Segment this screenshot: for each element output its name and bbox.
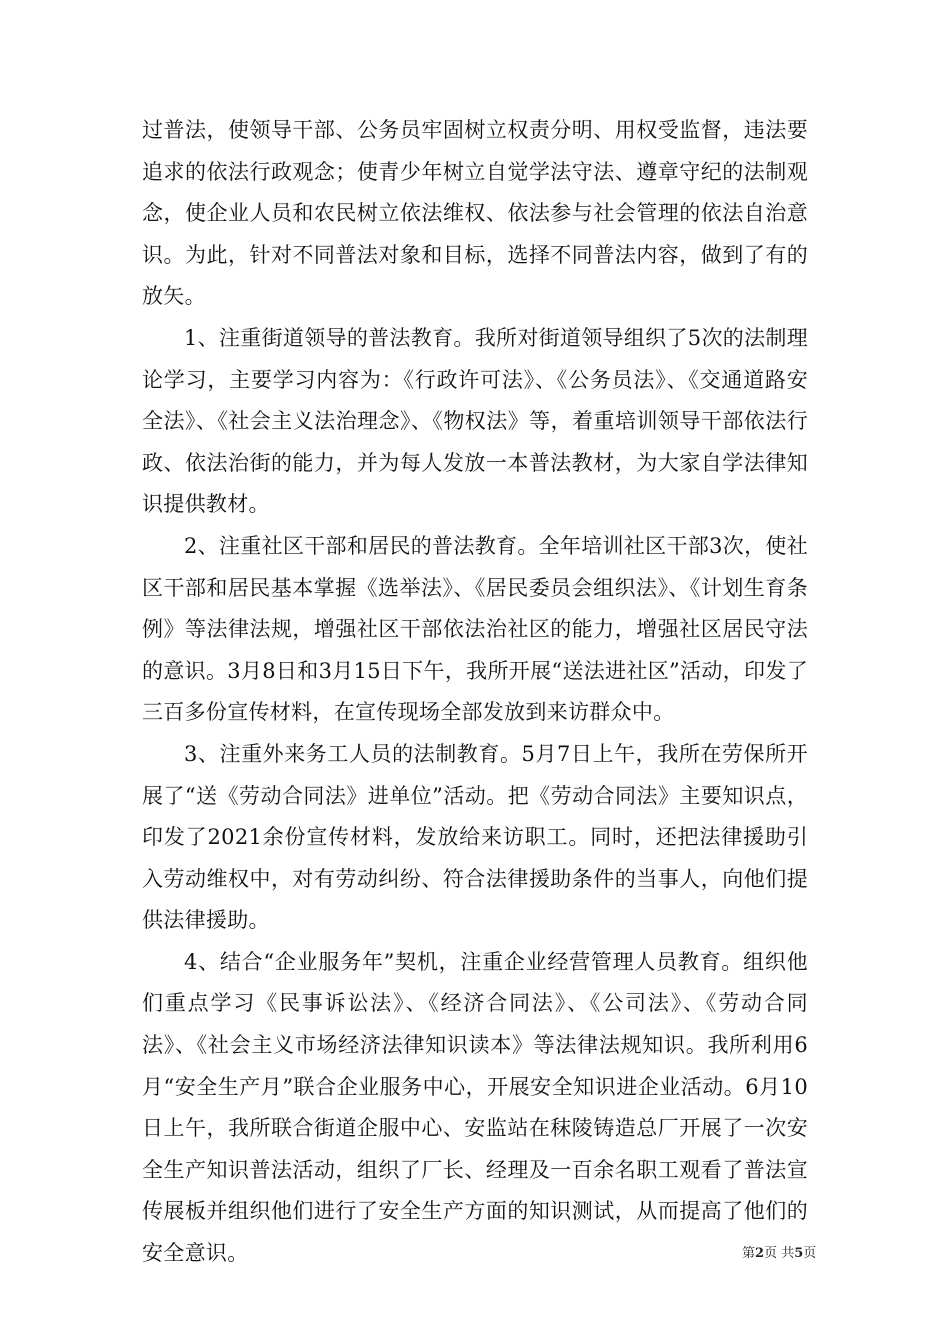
current-page-number: 2 xyxy=(755,1246,765,1261)
document-body xyxy=(142,110,808,1275)
paragraph-community-residents: 2、注重社区干部和居民的普法教育。全年培训社区干部3次，使社区干部和居民基本掌握《选举法》、《居民委员会组织法》、《计划生育条例》等法律法规，增强社区干部依法治社区的能力，增强社区居民守法的意识。3月8日和3月15日下午，我所开展“送法进社区”活动，印发了三百多份宣传材料，在宣传现场全部发放到来访群众中。 xyxy=(142,533,808,725)
paragraph-migrant-workers: 3、注重外来务工人员的法制教育。5月7日上午，我所在劳保所开展了“送《劳动合同法》进单位”活动。把《劳动合同法》主要知识点，印发了2021余份宣传材料，发放给来访职工。同时，还把法律援助引入劳动维权中，对有劳动纠纷、符合法律援助条件的当事人，向他们提供法律援助。 xyxy=(142,741,808,933)
footer-suffix: 页 xyxy=(803,1246,817,1261)
page-number-footer xyxy=(742,1244,817,1264)
total-page-number: 5 xyxy=(794,1246,804,1261)
paragraph-enterprise-managers: 4、结合“企业服务年”契机，注重企业经营管理人员教育。组织他们重点学习《民事诉讼法》、《经济合同法》、《公司法》、《劳动合同法》、《社会主义市场经济法律知识读本》等法律法规知识。我所利用6月“安全生产月”联合企业服务中心，开展安全知识进企业活动。6月10日上午，我所联合街道企服中心、安监站在秣陵铸造总厂开展了一次安全生产知识普法活动，组织了厂长、经理及一百余名职工观看了普法宣传展板并组织他们进行了安全生产方面的知识测试，从而提高了他们的安全意识。 xyxy=(142,949,808,1266)
footer-prefix: 第 xyxy=(742,1246,756,1261)
footer-middle: 页 共 xyxy=(764,1246,795,1261)
paragraph-street-leaders: 1、注重街道领导的普法教育。我所对街道领导组织了5次的法制理论学习，主要学习内容为：《行政许可法》、《公务员法》、《交通道路安全法》、《社会主义法治理念》、《物权法》等，着重培训领导干部依法行政、依法治街的能力，并为每人发放一本普法教材，为大家自学法律知识提供教材。 xyxy=(142,325,808,517)
paragraph-intro-continuation: 过普法，使领导干部、公务员牢固树立权责分明、用权受监督，违法要追求的依法行政观念；使青少年树立自觉学法守法、遵章守纪的法制观念，使企业人员和农民树立依法维权、依法参与社会管理的依法自治意识。为此，针对不同普法对象和目标，选择不同普法内容，做到了有的放矢。 xyxy=(142,118,808,309)
